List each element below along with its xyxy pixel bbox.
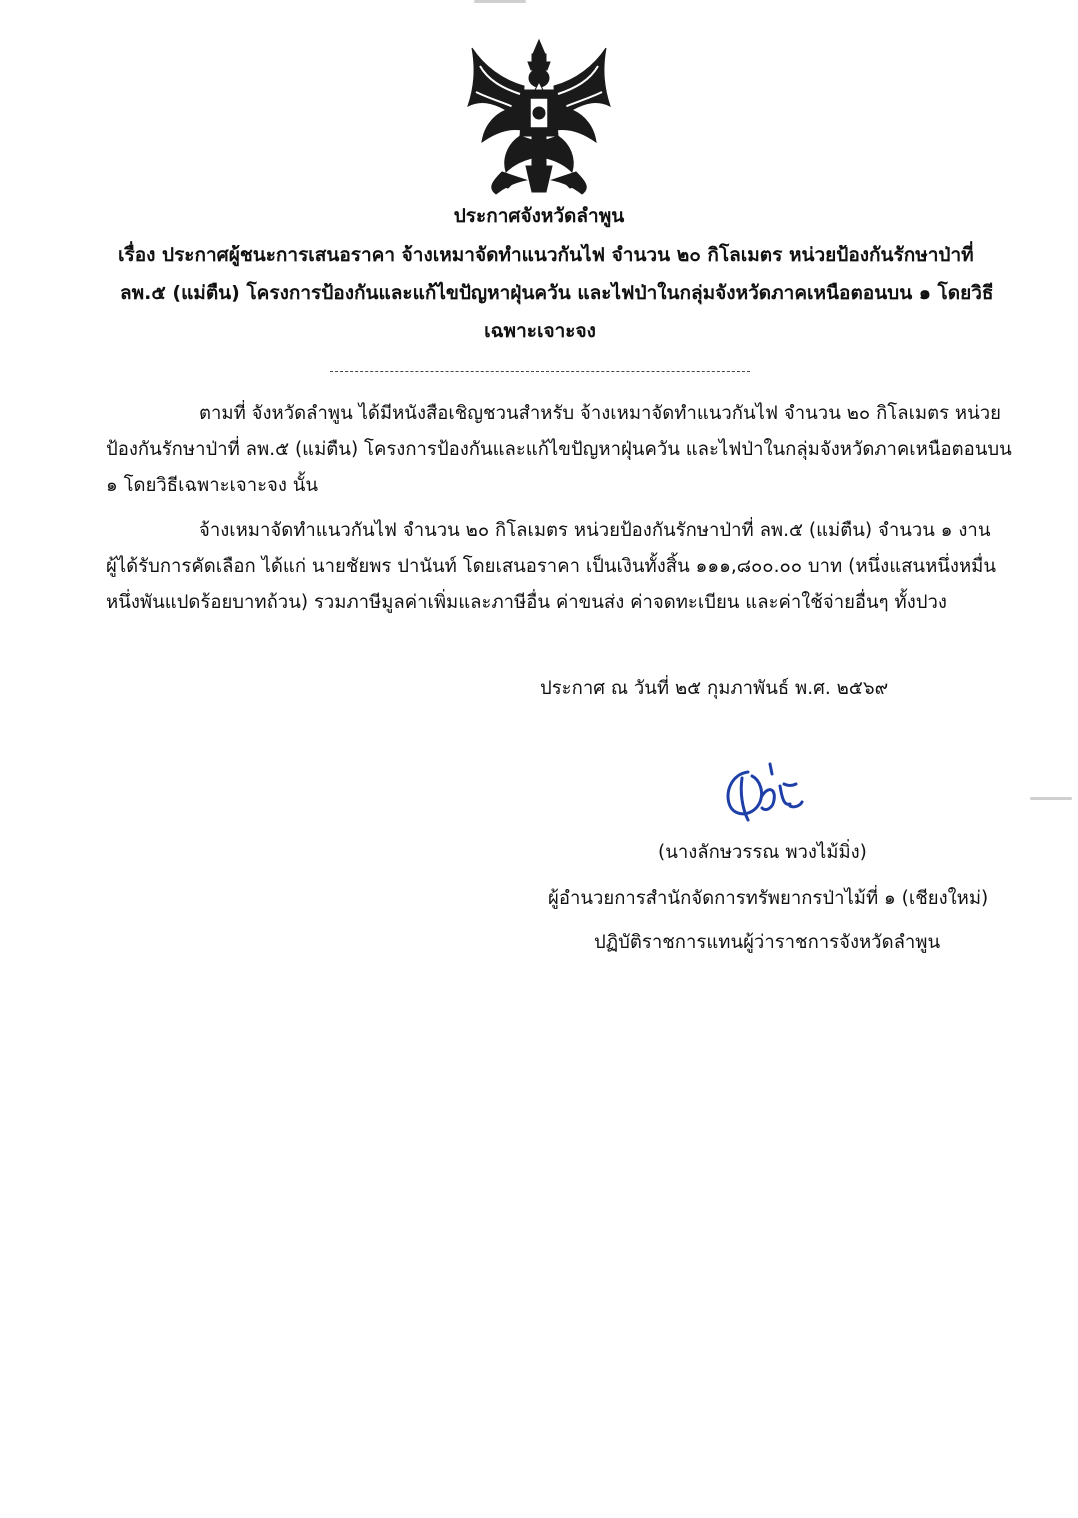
- announcement-date: ประกาศ ณ วันที่ ๒๕ กุมภาพันธ์ พ.ศ. ๒๕๖๙: [540, 678, 889, 699]
- subject-line-1: เรื่อง ประกาศผู้ชนะการเสนอราคา จ้างเหมาจัดทำแนวกันไฟ จำนวน ๒๐ กิโลเมตร หน่วยป้องกันรักษาป่าที่: [118, 244, 974, 266]
- scan-artifact: [1030, 797, 1072, 800]
- signatory-position: ผู้อำนวยการสำนักจัดการทรัพยากรป่าไม้ที่ ๑ (เชียงใหม่): [548, 888, 989, 909]
- scan-artifact: [474, 0, 526, 3]
- paragraph-1: [106, 396, 1012, 504]
- paragraph-1-line-3: ๑ โดยวิธีเฉพาะเจาะจง นั้น: [106, 475, 319, 496]
- paragraph-1-line-1: ตามที่ จังหวัดลำพูน ได้มีหนังสือเชิญชวนสำหรับ จ้างเหมาจัดทำแนวกันไฟ จำนวน ๒๐ กิโลเมตร หน่วย: [199, 403, 1001, 424]
- paragraph-1-line-2: ป้องกันรักษาป่าที่ ลพ.๕ (แม่ตืน) โครงการป้องกันและแก้ไขปัญหาฝุ่นควัน และไฟป่าในกลุ่มจังหวัดภาคเหนือตอนบน: [106, 439, 1012, 460]
- paragraph-2: [106, 513, 996, 621]
- subject-line-3: เฉพาะเจาะจง: [484, 320, 596, 342]
- paragraph-2-line-3: หนึ่งพันแปดร้อยบาทถ้วน) รวมภาษีมูลค่าเพิ่มและภาษีอื่น ค่าขนส่ง ค่าจดทะเบียน และค่าใช้จ่ายอื่นๆ ทั้งปวง: [106, 592, 947, 613]
- subject-line-2: ลพ.๕ (แม่ตืน) โครงการป้องกันและแก้ไขปัญหาฝุ่นควัน และไฟป่าในกลุ่มจังหวัดภาคเหนือตอนบน ๑ โดยวิธี: [120, 282, 994, 304]
- document-subject: [100, 236, 994, 350]
- section-divider: [330, 371, 750, 372]
- garuda-emblem-icon: [462, 36, 616, 196]
- signatory-acting-for: ปฏิบัติราชการแทนผู้ว่าราชการจังหวัดลำพูน: [594, 932, 941, 953]
- handwritten-signature-icon: [718, 758, 814, 824]
- signatory-name: (นางลักษวรรณ พวงไม้มิ่ง): [658, 842, 867, 863]
- paragraph-2-line-2: ผู้ได้รับการคัดเลือก ได้แก่ นายชัยพร ปานันท์ โดยเสนอราคา เป็นเงินทั้งสิ้น ๑๑๑,๘๐๐.๐๐ บาท (หนึ่งแสนหนึ่งหมื่น: [106, 556, 996, 577]
- document-heading: ประกาศจังหวัดลำพูน: [453, 205, 625, 227]
- paragraph-2-line-1: จ้างเหมาจัดทำแนวกันไฟ จำนวน ๒๐ กิโลเมตร หน่วยป้องกันรักษาป่าที่ ลพ.๕ (แม่ตืน) จำนวน ๑ งาน: [199, 520, 991, 541]
